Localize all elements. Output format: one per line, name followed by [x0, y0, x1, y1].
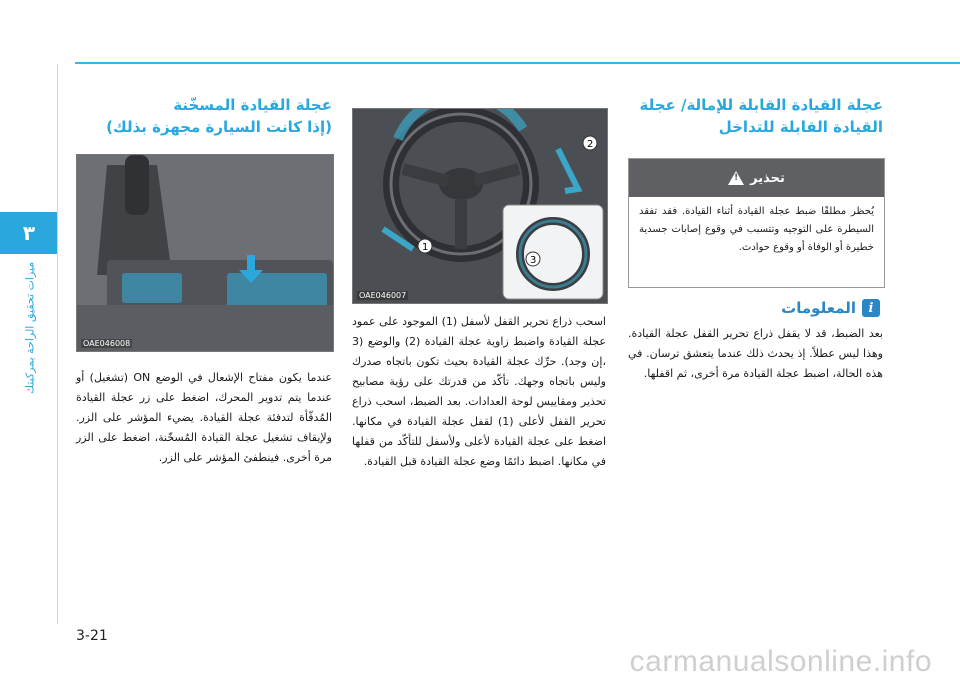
svg-text:1: 1	[422, 242, 429, 253]
info-icon: i	[862, 299, 880, 317]
right-heading	[628, 94, 883, 138]
info-text: بعد الضبط، قد لا يقفل ذراع تحرير القفل عجلة القيادة. وهذا ليس عطلاً. إذ يحدث ذلك عندما يتعشق ترسان. في هذه الحالة، اضبط عجلة القيادة مرة أخرى، ثم اقفلها.	[628, 327, 883, 380]
warning-header	[629, 159, 884, 197]
steering-wheel-illustration	[353, 109, 607, 303]
left-text: عندما يكون مفتاح الإشعال في الوضع ON (تشغيل) أو عندما يتم تدوير المحرك، اضغط على زر عجلة القيادة المُدفّأة لتدفئة عجلة القيادة. يضيء المؤشر على الزر. ولإيقاف تشغيل عجلة القيادة المُسخّنة، اضغط على الزر مرة أخرى. فينطفئ المؤشر على الزر.	[76, 371, 332, 464]
heated-wheel-figure	[76, 154, 334, 352]
info-title: المعلومات	[781, 299, 856, 317]
figure-code: OAE046008	[83, 339, 131, 348]
warning-title: تحذير	[750, 170, 785, 186]
right-heading-line2: القيادة القابلة للتداخل	[718, 118, 883, 136]
left-heading	[76, 94, 332, 138]
chapter-tab: ٣	[0, 212, 58, 254]
right-heading-line1: عجلة القيادة القابلة للإمالة/ عجلة	[639, 96, 883, 114]
svg-text:2: 2	[587, 139, 594, 150]
top-rule	[75, 62, 960, 64]
side-divider	[57, 64, 58, 624]
warning-triangle-icon	[728, 171, 744, 185]
left-heading-line1: عجلة القيادة المسخّنة	[173, 96, 332, 114]
warning-box	[628, 158, 885, 288]
info-heading	[640, 296, 880, 320]
middle-text: اسحب ذراع تحرير القفل لأسفل (1) الموجود على عمود عجلة القيادة واضبط زاوية عجلة القيادة (2) والوضع (3 ،إن وجد). حرِّك عجلة القيادة بحيث تكون باتجاه صدرك وليس باتجاه وجهك. تأكّد من قدرتك على رؤية مصابيح تحذير ومقاييس لوحة العدادات. بعد الضبط، اسحب ذراع تحرير القفل لأعلى (1) لقفل عجلة القيادة في مكانها. اضغط على عجلة القيادة لأعلى ولأسفل للتأكّد من قفلها في مكانها. اضبط دائمًا وضع عجلة القيادة قبل القيادة.	[352, 315, 606, 468]
warning-text: يُحظر مطلقًا ضبط عجلة القيادة أثناء القيادة. فقد تفقد السيطرة على التوجيه وتتسبب في وقوع إصابات جسدية خطيرة أو الوفاة أو وقوع حوادث.	[639, 206, 874, 253]
svg-text:3: 3	[530, 255, 537, 266]
figure-code: OAE046007	[359, 291, 407, 300]
steering-wheel-figure	[352, 108, 608, 304]
left-heading-line2: (إذا كانت السيارة مجهزة بذلك)	[106, 118, 332, 136]
console-illustration	[77, 155, 333, 351]
chapter-label: ميزات تحقيق الراحة بمركبتك	[23, 261, 37, 395]
watermark: carmanualsonline.info	[629, 645, 932, 678]
page-number: 3-21	[76, 628, 108, 644]
